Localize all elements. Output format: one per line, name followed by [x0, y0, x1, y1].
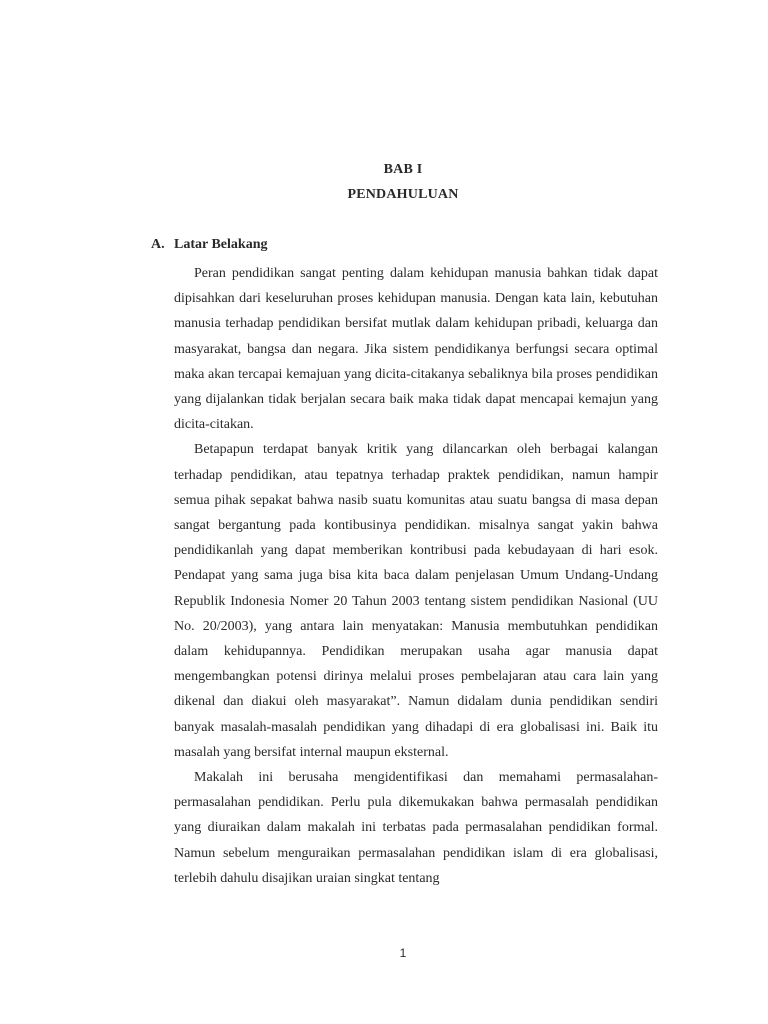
paragraph: Betapapun terdapat banyak kritik yang dilancarkan oleh berbagai kalangan terhadap pendidikan, atau tepatnya terhadap praktek pendidikan, namun hampir semua pihak sepakat bahwa nasib suatu komunitas atau suatu bangsa di masa depan sangat bergantung pada kontibusinya pendidikan. misalnya sangat yakin bahwa pendidikanlah yang dapat memberikan kontribusi pada kebudayaan di hari esok. Pendapat yang sama juga bisa kita baca dalam penjelasan Umum Undang-Undang Republik Indonesia Nomer 20 Tahun 2003 tentang sistem pendidikan Nasional (UU No. 20/2003), yang antara lain menyatakan: Manusia membutuhkan pendidikan dalam kehidupannya. Pendidikan merupakan usaha agar manusia dapat mengembangkan potensi dirinya melalui proses pembelajaran atau cara lain yang dikenal dan diakui oleh masyarakat”. Namun didalam dunia pendidikan sendiri banyak masalah-masalah pendidikan yang dihadapi di era globalisasi ini. Baik itu masalah yang bersifat internal maupun eksternal.	[174, 442, 658, 760]
chapter-number: BAB I	[383, 162, 423, 177]
paragraph: Peran pendidikan sangat penting dalam kehidupan manusia bahkan tidak dapat dipisahkan dari keseluruhan proses kehidupan manusia. Dengan kata lain, kebutuhan manusia terhadap pendidikan bersifat mutlak dalam kehidupan pribadi, keluarga dan masyarakat, bangsa dan negara. Jika sistem pendidikanya berfungsi secara optimal maka akan tercapai kemajuan yang dicita-citakanya sebaliknya bila proses pendidikan yang dijalankan tidak berjalan secara baik maka tidak dapat mencapai kemajun yang dicita-citakan.	[174, 266, 658, 433]
section-title: Latar Belakang	[174, 237, 268, 252]
paragraph: Makalah ini berusaha mengidentifikasi dan memahami permasalahan-permasalahan pendidikan. Perlu pula dikemukakan bahwa permasalah pendidikan yang diuraikan dalam makalah ini terbatas pada permasalahan pendidikan formal. Namun sebelum menguraikan permasalahan pendidikan islam di era globalisasi, terlebih dahulu disajikan uraian singkat tentang	[174, 770, 658, 886]
body-text	[174, 261, 658, 891]
section-letter: A.	[151, 237, 165, 252]
section-heading	[151, 237, 267, 253]
page-number: 1	[399, 946, 407, 960]
chapter-title: PENDAHULUAN	[347, 187, 459, 202]
